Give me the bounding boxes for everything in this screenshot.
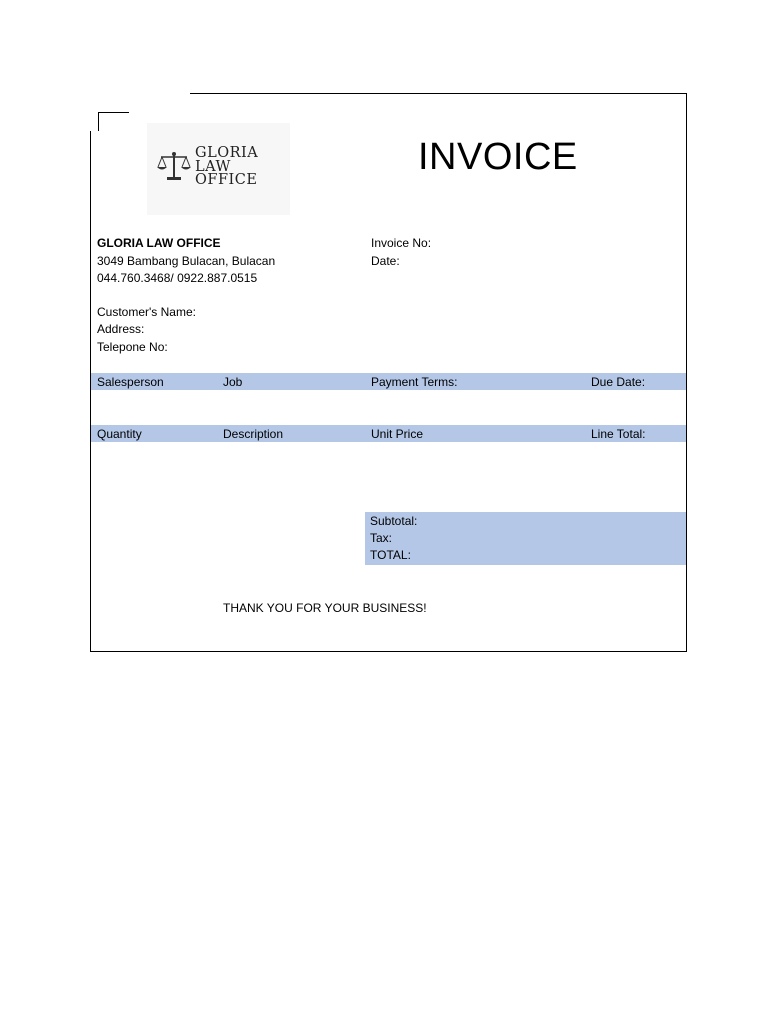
logo-line-2: LAW bbox=[195, 158, 231, 175]
description-header: Description bbox=[223, 427, 284, 441]
unit-price-header: Unit Price bbox=[371, 427, 424, 441]
invoice-border-bottom bbox=[90, 651, 687, 652]
company-address: 3049 Bambang Bulacan, Bulacan bbox=[97, 254, 276, 268]
invoice-border-right bbox=[686, 93, 687, 652]
invoice-border-top bbox=[190, 93, 687, 94]
items-header-band bbox=[91, 425, 686, 442]
due-date-header: Due Date: bbox=[591, 375, 646, 389]
thank-you-message: THANK YOU FOR YOUR BUSINESS! bbox=[223, 601, 427, 615]
subtotal-label: Subtotal: bbox=[370, 514, 418, 528]
tax-label: Tax: bbox=[370, 531, 393, 545]
invoice-number-label: Invoice No: bbox=[371, 236, 432, 250]
logo-wordmark bbox=[195, 147, 258, 188]
crop-corner-mark bbox=[98, 112, 129, 131]
company-name: GLORIA LAW OFFICE bbox=[97, 236, 221, 250]
invoice-border-left bbox=[90, 131, 91, 652]
invoice-date-label: Date: bbox=[371, 254, 400, 268]
job-header-band bbox=[91, 373, 686, 390]
job-header: Job bbox=[223, 375, 243, 389]
invoice-title: INVOICE bbox=[418, 136, 578, 178]
customer-phone-label: Telepone No: bbox=[97, 340, 168, 354]
line-total-header: Line Total: bbox=[591, 427, 646, 441]
scales-icon bbox=[157, 151, 191, 181]
company-phone: 044.760.3468/ 0922.887.0515 bbox=[97, 271, 258, 285]
company-logo bbox=[147, 123, 290, 215]
totals-box bbox=[365, 512, 686, 565]
payment-terms-header: Payment Terms: bbox=[371, 375, 458, 389]
logo-line-3: OFFICE bbox=[195, 172, 258, 188]
customer-address-label: Address: bbox=[97, 322, 145, 336]
quantity-header: Quantity bbox=[97, 427, 142, 441]
salesperson-header: Salesperson bbox=[97, 375, 164, 389]
total-label: TOTAL: bbox=[370, 548, 411, 562]
logo-line-1: GLORIA bbox=[195, 145, 259, 161]
customer-name-label: Customer's Name: bbox=[97, 305, 196, 319]
